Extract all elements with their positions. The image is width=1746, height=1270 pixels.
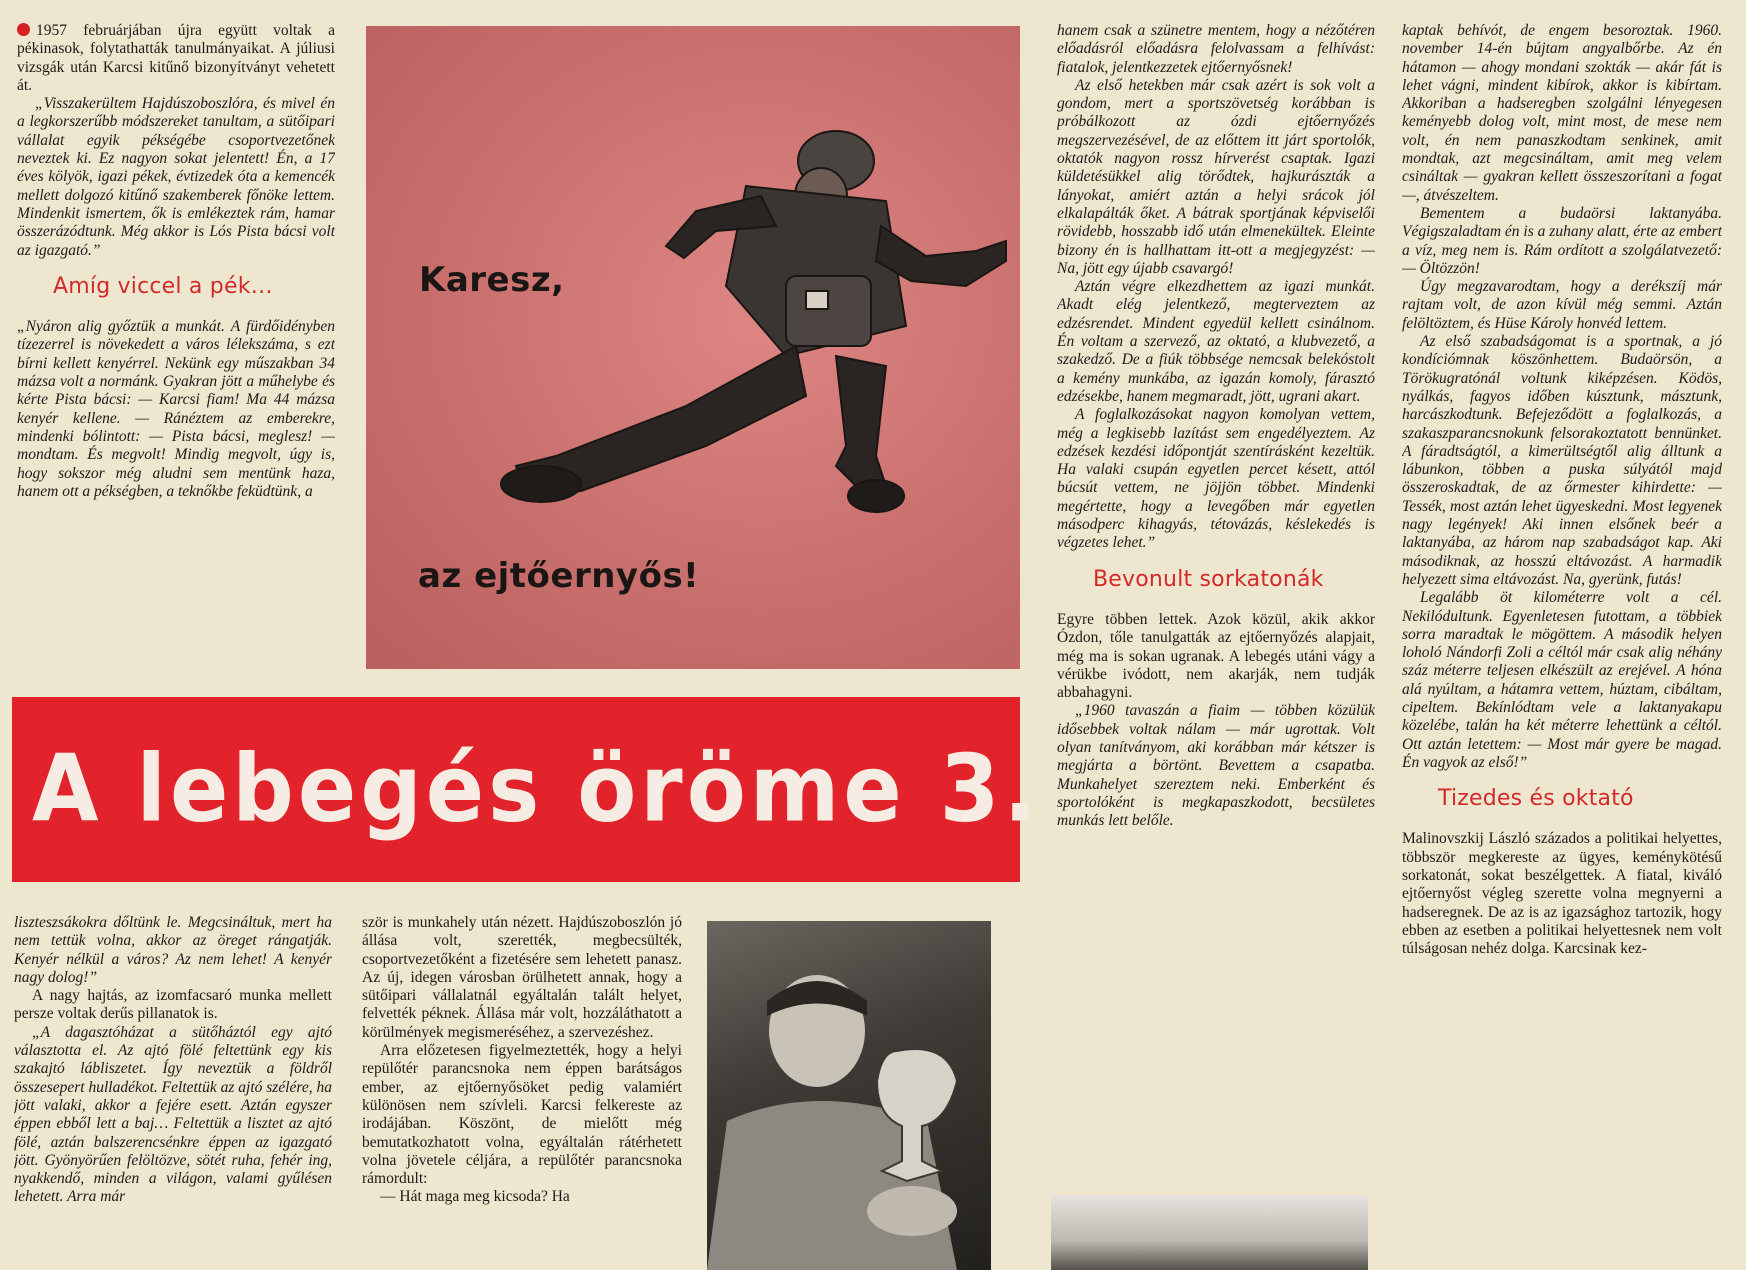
paragraph: Malinovszkij László százados a politikai helyettes, többször megkereste az ügyes, keménykötésű sorkatonát, sokat beszélgettek. A fiatal, kiváló ejtőernyőst végleg szerette volna megnyerni a hadseregnek. De az is az igazsághoz tartozik, hogy ebben az esetben a politikai helyettesnek nem volt túlságosan nehéz dolga. Karcsinak kez-	[1402, 830, 1722, 958]
aircraft-photo	[1051, 1195, 1368, 1270]
column-1-top	[17, 22, 335, 672]
subhead-bevonult: Bevonult sorkatonák	[1093, 566, 1324, 592]
red-bullet-icon	[17, 23, 30, 36]
headline-title: A lebegés öröme 3.	[32, 735, 1041, 843]
paragraph: Az első hetekben már csak azért is sok volt a gondom, mert a sportszövetség korábban is próbálkozott az ózdi ejtőernyőzés megszervezésével, de az előttem itt járt sportolók, oktatók nagyon rossz hírverést csaptak. Igazi küldetésükkel alig törődtek, hajkurászták a lányokat, amiért aztán a helyi srácok jól elkalapálták őket. A bátrak sportjának képviselői rövidebb, hosszabb idő után elmenekültek. Eleinte bizony én is hallhattam itt-ott a megjegyzést: — Na, jött egy újabb csavargó!	[1057, 76, 1375, 277]
paragraph: Az első szabadságomat is a sportnak, a jó kondíciómnak köszönhettem. Budaörsön, a Törökugratónál voltunk kiképzésen. Ködös, nyálkás, fagyos időben kúsztunk, másztunk, harcászkodtunk. Befejeződött a foglalkozás, a szakaszparancsnokunk felsorakoztatott bennünket. A fáradtságtól, a kimerültségtől alig álltunk a lábunkon, többen a puska súlyától majd összeroskadtak, de az őrmester kihirdette: — Tessék, most aztán lehet ügyeskedni. Most legyenek nagy legények! Aki innen elsőnek beér a laktanyába, az három nap szabadságot kap. Aki másodiknak, az hosszú eltávozást. A harmadik helyezett sima eltávozást. Na, gyerünk, futás!	[1402, 333, 1722, 588]
paragraph: Egyre többen lettek. Azok közül, akik akkor Ózdon, tőle tanulgatták az ejtőernyőzés alapjait, még ma is sokan ugranak. A lebegés utáni vágy a vérükbe ivódott, nem akarják, nem tudják abbahagyni.	[1057, 610, 1375, 702]
column-2-bottom	[362, 914, 682, 1270]
paragraph: „1960 tavaszán a fiaim — többen közülük idősebbek voltak nálam — már ugrottak. Volt olyan tanítványom, aki korábban már kétszer is megjárta a börtönt. Bevettem a csapatba. Munkahelyet szereztem neki. Emberként és sportolóként is megkapaszkodott, becsületes munkás lett belőle.	[1057, 702, 1375, 830]
intro-paragraph: 1957 februárjában újra együtt voltak a pékinasok, folytathatták tanulmányaikat. A júliusi vizsgák után Karcsi kitűnő bizonyítványt vehetett át.	[17, 22, 335, 94]
subhead-amig-viccel: Amíg viccel a pék…	[53, 273, 273, 299]
paragraph: Bementem a budaörsi laktanyába. Végigszaladtam én is a zuhany alatt, érte az embert a víz, meg nem is. Rám ordított a szolgálatvezető: — Öltözzön!	[1402, 204, 1722, 277]
subhead-tizedes: Tizedes és oktató	[1438, 786, 1634, 812]
paragraph: Úgy megzavarodtam, hogy a derékszíj már rajtam volt, de azon kívül még semmi. Aztán felöltöztem, és Hüse Károly honvéd lettem.	[1402, 278, 1722, 332]
man-with-trophy-icon	[707, 921, 991, 1270]
column-1-bottom	[14, 914, 332, 1270]
paragraph: A nagy hajtás, az izomfacsaró munka mellett persze voltak derűs pillanatok is.	[14, 987, 332, 1023]
paragraph: Legalább öt kilométerre volt a cél. Nekilódultunk. Egyenletesen futottam, a többiek sorra maradtak le mögöttem. A második helyen loholó Nándorfi Zoli a céltól már csak alig néhány száz méterre teljesen elkészült az erejével. A hóna alá nyúltam, a hátamra vettem, húztam, cibáltam, cipeltem. Bekínlódtam vele a laktanyakapu közelébe, talán ha két méterre lehettünk a céltól. Ott aztán letettem: — Most már gyere be magad. Én vagyok az első!”	[1402, 589, 1722, 771]
paragraph: hanem csak a szünetre mentem, hogy a nézőtéren előadásról előadásra felolvassam a felhívást: fiatalok, jelentkezzetek ejtőernyősnek!	[1057, 22, 1375, 76]
paragraph: kaptak behívót, de engem besoroztak. 1960. november 14-én bújtam angyalbőrbe. Az én hátamon — ahogy mondani szokták — akár fát is lehet vágni, mindent kibírok, akkor is kibírtam. Akkoriban a hadseregben szolgálni lényegesen keményebb dolog volt, mint most, de mese nem volt, én nem panaszkodtam senkinek, amit mondtak, azt megcsináltam, amit meg velem csináltak — gyakran kellett összeszorítani a fogat —, átvészeltem.	[1402, 22, 1722, 204]
paragraph: ször is munkahely után nézett. Hajdúszoboszlón jó állása volt, szerették, megbecsülték, csoportvezetőként a fizetésére sem lehetett panasz. Az új, idegen városban örülhetett annak, hogy a sütőipari vállalatnál egyáltalán talált helyet, felvették péknek. Állása már volt, hozzáláthatott a körülmények megismeréséhez, a szervezéshez.	[362, 914, 682, 1041]
hero-title-line1: Karesz,	[419, 260, 565, 300]
hero-title-line2: az ejtőernyős!	[418, 556, 700, 596]
paragraph: — Hát maga meg kicsoda? Ha	[380, 1188, 570, 1206]
quote-paragraph: „Visszakerültem Hajdúszoboszlóra, és mivel én a legkorszerűbb módszereket tanultam, a sütőipari vállalat egyik pékségébe csoportvezetőnek neveztek ki. Ez nagyon sokat jelentett! Én, a 17 éves kölyök, igazi pékek, évtizedek óta a kemencék mellett dolgozó kitűnő szakemberek főnöke lettem. Mindenkit ismertem, ők is emlékeztek rám, hamar összerázódtunk. Még akkor is Lós Pista bácsi volt az igazgató.”	[17, 95, 335, 259]
paragraph: Aztán végre elkezdhettem az igazi munkát. Akadt elég jelentkező, megterveztem az edzésrendet. Mindent egyedül kellett csinálnom. Én voltam a szervező, az oktató, a klubvezető, a szakedző. De a fiúk többsége nemcsak belekóstolt a kemény munkába, az igazán komoly, fárasztó edzésekbe, hanem megmaradt, jött, ugrani akart.	[1057, 278, 1375, 405]
column-3	[1057, 22, 1375, 1092]
paragraph: A foglalkozásokat nagyon komolyan vettem, még a legkisebb lazítást sem engedélyeztem. Az edzések kezdési időpontját szentírásként kezeltük. Ha valaki csupán egyetlen percet késett, attól búcsút vettem, ne jöjjön többet. Mindenki megértette, hogy a levegőben már egyetlen másodperc kihagyás, tétovázás, késlekedés is végzetes lehet.”	[1057, 406, 1375, 552]
paragraph: „A dagasztóházat a sütőháztól egy ajtó választotta el. Az ajtó fölé feltettünk egy kis szakajtó lábliszetet. Így neveztük a földről összesepert hulladékot. Feltettük az ajtó szélére, ha jött valaki, akkor a fejére esett. Aztán egyszer éppen ebből lett a baj… Feltettük a lisztet az ajtó fölé, aztán balszerencsénkre éppen az igazgató jött. Gyönyörűen felöltözve, sötét ruha, fehér ing, nyakkendő, minden a világon, valami gyűlésen lehetett. Arra már	[14, 1023, 332, 1206]
bakery-paragraph: „Nyáron alig győztük a munkát. A fürdőidényben tízezerrel is növekedett a város lélekszáma, s ezt bírni kellett kenyérrel. Nekünk egy műszakban 34 mázsa volt a normánk. Gyakran jött a műhelybe és kérte Pista bácsi: — Karcsi fiam! Ma 44 mázsa kenyér kellene. — Ránéztem az emberekre, mindenki bólintott: — Pista bácsi, meglesz! — mondtam. És megvolt! Mindig megvolt, úgy is, hogy sokszor még aludni sem mentünk haza, hanem ott a pékségben, a teknőkbe feküdtünk, a	[17, 318, 335, 500]
headline-banner	[12, 697, 1041, 882]
column-4	[1402, 22, 1722, 1270]
paragraph: Arra előzetesen figyelmeztették, hogy a helyi repülőtér parancsnoka nem éppen barátságos ember, az ejtőernyősöket pedig valamiért különösen nem szívleli. Karcsi felkereste az irodájában. Köszönt, de mielőtt még bemutatkozhatott volna, egyáltalán rátérhetett volna jövetele céljára, a repülőtér parancsnoka rámordult:	[362, 1042, 682, 1188]
parachutist-photo	[366, 26, 1020, 669]
paragraph: liszteszsákokra dőltünk le. Megcsináltuk, mert ha nem tettük volna, akkor az öreget rángatják. Kenyér nélkül a város? Az nem lehet! A kenyér nagy dolog!”	[14, 914, 332, 986]
trophy-photo	[707, 921, 991, 1270]
